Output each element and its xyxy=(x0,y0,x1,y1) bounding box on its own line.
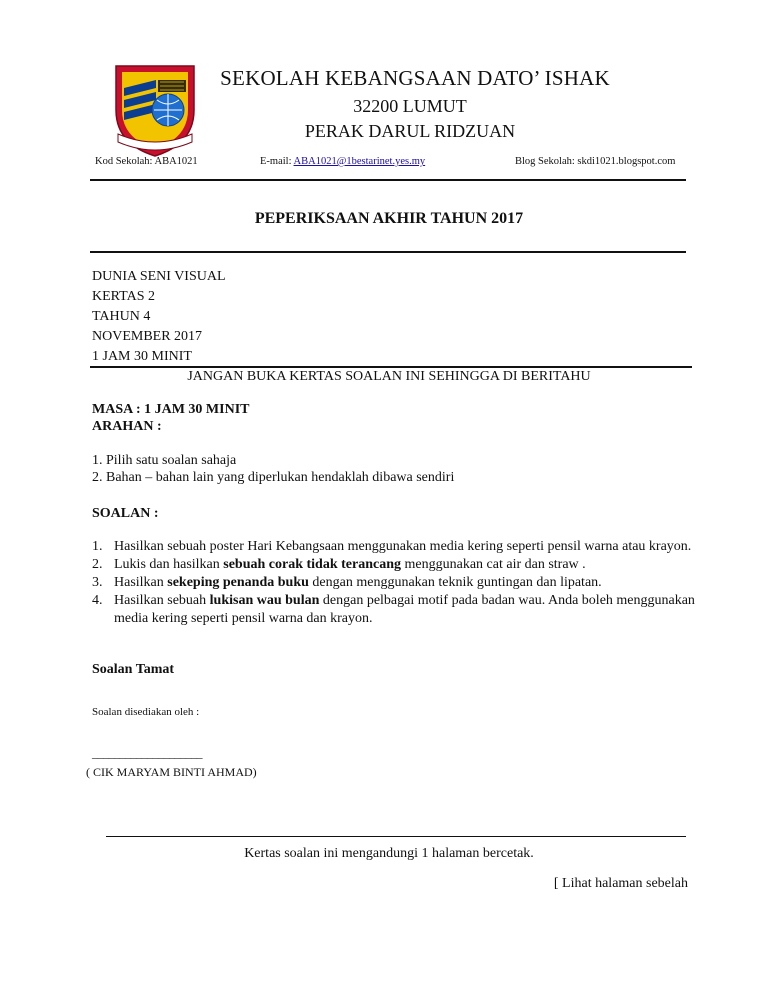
page-info: Kertas soalan ini mengandungi 1 halaman bercetak. xyxy=(244,846,534,861)
school-code: Kod Sekolah: ABA1021 xyxy=(95,156,198,167)
email-line xyxy=(260,156,425,167)
questions-list xyxy=(92,538,712,628)
masa-label: MASA : 1 JAM 30 MINIT xyxy=(92,402,250,417)
footer-divider xyxy=(106,836,686,837)
school-name: SEKOLAH KEBANGSAAN DATO’ ISHAK xyxy=(220,66,610,90)
meta-divider xyxy=(90,366,692,368)
instruction-item: 2. Bahan – bahan lain yang diperlukan hendaklah dibawa sendiri xyxy=(92,470,455,485)
exam-subject: DUNIA SENI VISUAL xyxy=(92,269,226,284)
question-item xyxy=(92,592,712,628)
school-address-line2: PERAK DARUL RIDZUAN xyxy=(304,121,516,141)
question-number: 2. xyxy=(92,557,103,572)
exam-year: TAHUN 4 xyxy=(92,309,151,324)
next-page-note: [ Lihat halaman sebelah xyxy=(553,876,688,891)
question-item xyxy=(92,574,712,592)
question-item xyxy=(92,556,712,574)
question-item xyxy=(92,538,712,556)
instruction-item: 1. Pilih satu soalan sahaja xyxy=(92,453,237,468)
exam-notice: JANGAN BUKA KERTAS SOALAN INI SEHINGGA DI BERITAHU xyxy=(187,369,591,384)
question-text: dengan pelbagai motif pada badan wau. Anda boleh menggunakan media kering seperti pensil warna dan krayon. xyxy=(114,593,695,626)
questions-heading: SOALAN : xyxy=(92,506,159,521)
school-blog: Blog Sekolah: skdi1021.blogspot.com xyxy=(515,156,676,167)
exam-duration: 1 JAM 30 MINIT xyxy=(92,349,192,364)
exam-month: NOVEMBER 2017 xyxy=(92,329,203,344)
signature-line: ____________________ xyxy=(92,746,202,760)
preparer-label: Soalan disediakan oleh : xyxy=(92,706,200,718)
question-text: Hasilkan xyxy=(114,575,168,590)
question-number: 4. xyxy=(92,593,103,608)
header-divider xyxy=(90,179,686,181)
question-text: dengan menggunakan teknik guntingan dan lipatan. xyxy=(308,575,602,590)
question-number: 3. xyxy=(92,575,103,590)
preparer-name: ( CIK MARYAM BINTI AHMAD) xyxy=(86,765,257,779)
question-text: Lukis dan hasilkan xyxy=(114,557,224,572)
questions-end: Soalan Tamat xyxy=(92,662,175,677)
arahan-label: ARAHAN : xyxy=(92,419,162,434)
email-link[interactable]: ABA1021@1bestarinet.yes.my xyxy=(293,156,426,167)
exam-paper: KERTAS 2 xyxy=(92,289,155,304)
exam-title: PEPERIKSAAN AKHIR TAHUN 2017 xyxy=(254,210,524,227)
question-text: Hasilkan sebuah xyxy=(114,593,210,608)
question-emphasis: sekeping penanda buku xyxy=(167,575,309,590)
email-label: E-mail: xyxy=(260,156,292,167)
question-text: Hasilkan sebuah poster Hari Kebangsaan menggunakan media kering seperti pensil warna atau krayon. xyxy=(114,539,692,554)
title-divider xyxy=(90,251,686,253)
question-emphasis: lukisan wau bulan xyxy=(209,593,320,608)
question-text: menggunakan cat air dan straw . xyxy=(401,557,586,572)
question-emphasis: sebuah corak tidak terancang xyxy=(223,557,401,572)
question-number: 1. xyxy=(92,539,103,554)
school-address-line1: 32200 LUMUT xyxy=(353,96,467,116)
